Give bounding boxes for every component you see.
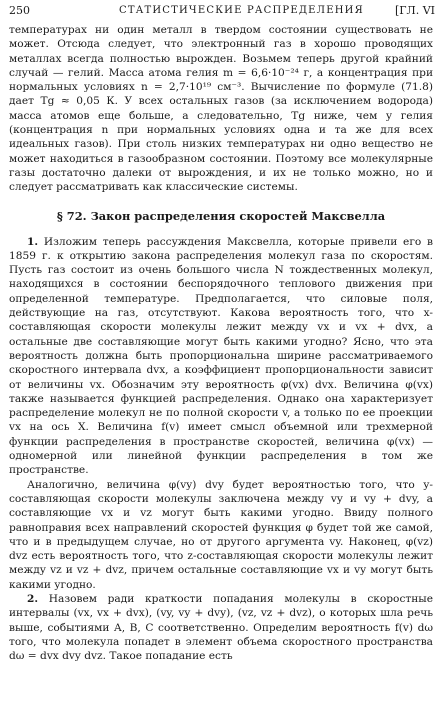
item-number: 2. — [27, 592, 39, 605]
chapter-label: [ГЛ. VI — [394, 4, 435, 17]
paragraph-text: Аналогично, величина φ(vy) dvy будет вероятностью того, что y-составляющая скорости молекулы заключена между vy и vy + dvy, а составляющие vx и vz могут быть какими угодно. Ввиду полного равноправия всех направлений скоростей функция φ будет той же самой, что и в предыдущем случае, но от другого аргумента vy. Наконец, φ(vz) dvz есть вероятность того, что z-составляющая скорости молекулы лежит между vz и vz + dvz, причем остальные составляющие vx и vy могут быть какими угодно. — [9, 478, 433, 591]
paragraph-1 — [9, 235, 433, 478]
page-body — [9, 23, 433, 663]
running-header — [9, 3, 435, 19]
page-number: 250 — [9, 4, 30, 17]
section-title: § 72. Закон распределения скоростей Максвелла — [56, 208, 386, 223]
paragraph-continued: температурах ни один металл в твердом состоянии существовать не может. Отсюда следует, что электронный газ в хорошо проводящих металлах всегда полностью вырожден. Возьмем теперь другой крайний случай — гелий. Масса атома гелия m = 6,6·10⁻²⁴ г, а концентрация при нормальных условиях n = 2,7·10¹⁹ см⁻³. Вычисление по формуле (71.8) дает Tg ≈ 0,05 К. У всех остальных газов (за исключением водорода) масса атомов еще больше, а следовательно, Tg ниже, чем у гелия (концентрация n при нормальных условиях одна и та же для всех идеальных газов). При столь низких температурах ни одно вещество не может находиться в газообразном состоянии. Поэтому все молекулярные газы достаточно далеки от вырождения, и их не только можно, но и следует рассматривать как классические системы. — [9, 24, 433, 194]
paragraph-3 — [9, 592, 433, 663]
paragraph-text: Назовем ради краткости попадания молекулы в скоростные интервалы (vx, vx + dvx), (vy, vy + dvy), (vz, vz + dvz), о которых шла речь выше, событиями A, B, C соответственно. Определим вероятность f(v) dω того, что молекула попадет в элемент объема скоростного пространства dω = dvx dvy dvz. Такое попадание есть — [9, 592, 433, 663]
paragraph-2 — [9, 478, 433, 592]
paragraph-text: Изложим теперь рассуждения Максвелла, которые привели его в 1859 г. к открытию закона распределения молекул газа по скоростям. Пусть газ состоит из очень большого числа N тождественных молекул, находящихся в состоянии беспорядочного теплового движения при определенной температуре. Предполагается, что силовые поля, действующие на газ, отсутствуют. Какова вероятность того, что x-составляющая скорости молекулы лежит между vx и vx + dvx, а остальные две составляющие могут быть какими угодно? Ясно, что эта вероятность должна быть пропорциональна ширине рассматриваемого скоростного интервала dvx, а коэффициент пропорциональности зависит от величины vx. Обозначим эту вероятность φ(vx) dvx. Величина φ(vx) также называется функцией распределения. Однако она характеризует распределение молекул не по полной скорости v, а только по ее проекции vx на ось X. Величина f(v) имеет смысл объемной или трехмерной функции распределения в пространстве скоростей, величина φ(vx) — одномерной или линейной функции распределения в том же пространстве. — [9, 235, 433, 477]
running-title: СТАТИСТИЧЕСКИЕ РАСПРЕДЕЛЕНИЯ — [119, 5, 364, 16]
item-number: 1. — [27, 235, 39, 248]
